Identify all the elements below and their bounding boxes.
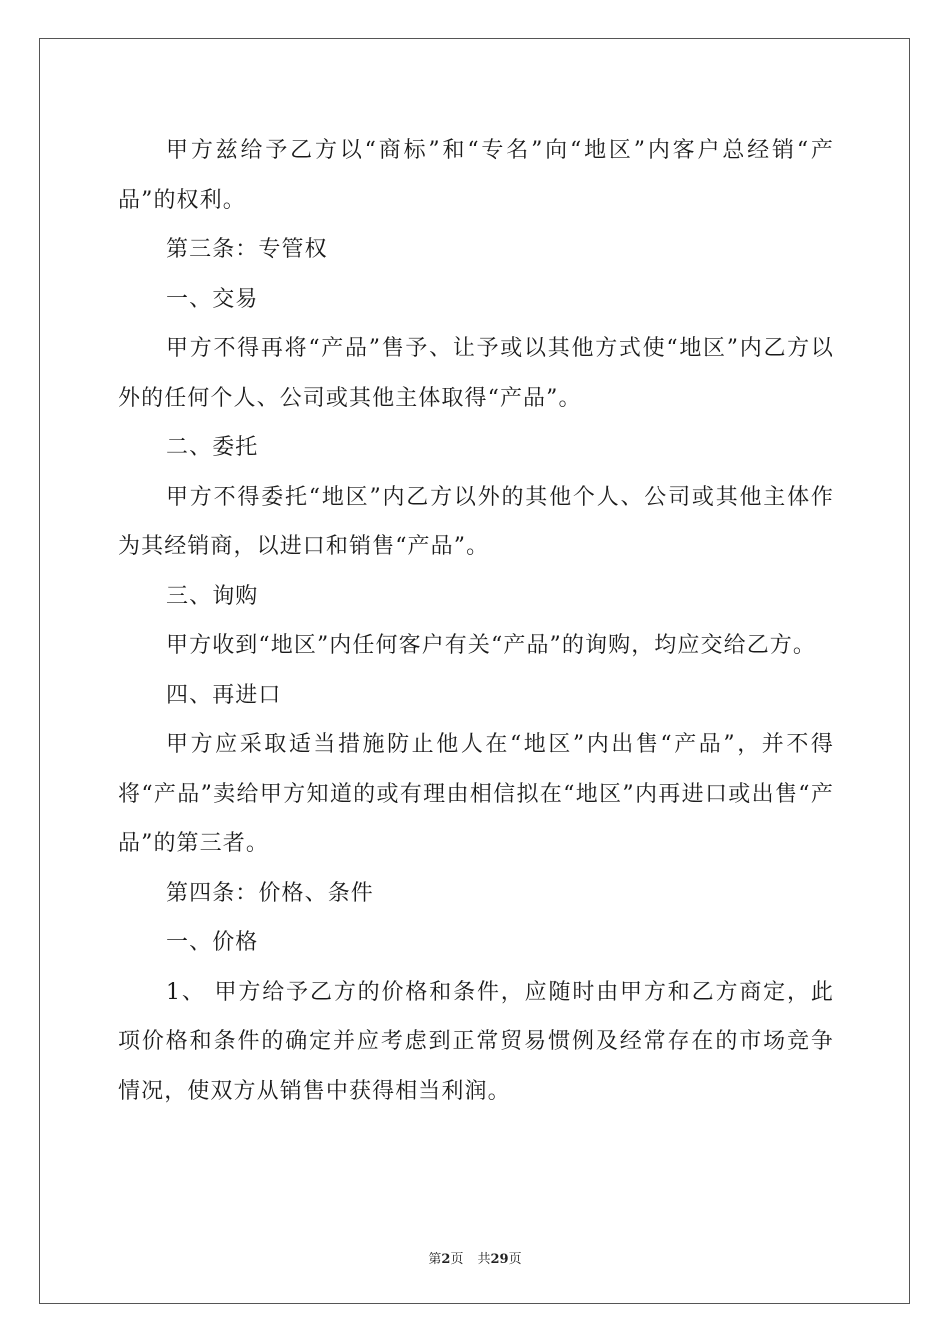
heading-trade: 一、交易 — [166, 286, 259, 312]
total-pages-label: 共29页 — [477, 1252, 522, 1267]
document-body — [118, 126, 834, 1116]
paragraph-inquiry: 甲方收到“地区”内任何客户有关“产品”的询购，均应交给乙方。 — [166, 633, 816, 658]
heading-inquiry: 三、询购 — [166, 583, 259, 609]
page-footer — [0, 1248, 950, 1267]
paragraph-entrust: 甲方不得委托“地区”内乙方以外的其他个人、公司或其他主体作为其经销商，以进口和销售“产品”。 — [118, 484, 834, 559]
paragraph-price-1: 1、 甲方给予乙方的价格和条件，应随时由甲方和乙方商定，此项价格和条件的确定并应考虑到正常贸易惯例及经常存在的市场竞争情况，使双方从销售中获得相当利润。 — [118, 979, 834, 1104]
heading-entrust: 二、委托 — [166, 435, 259, 460]
paragraph-grant-rights: 甲方兹给予乙方以“商标”和“专名”向“地区”内客户总经销“产品”的权利。 — [118, 138, 834, 213]
heading-article-4: 第四条：价格、条件 — [166, 880, 374, 906]
heading-article-3: 第三条：专管权 — [166, 237, 328, 262]
heading-price: 一、价格 — [166, 930, 259, 955]
paragraph-trade: 甲方不得再将“产品”售予、让予或以其他方式使“地区”内乙方以外的任何个人、公司或其他主体取得“产品”。 — [118, 336, 834, 411]
page-number-label: 第2页 — [428, 1252, 464, 1267]
paragraph-reimport: 甲方应采取适当措施防止他人在“地区”内出售“产品”，并不得将“产品”卖给甲方知道的或有理由相信拟在“地区”内再进口或出售“产品”的第三者。 — [118, 732, 834, 856]
heading-reimport: 四、再进口 — [166, 682, 282, 708]
